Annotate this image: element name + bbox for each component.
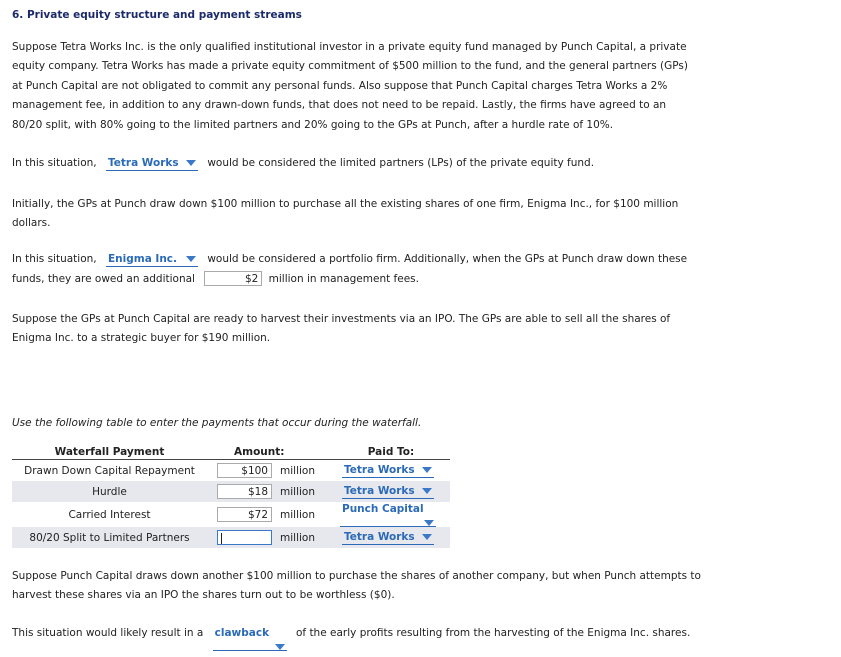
harvest-line: Suppose the GPs at Punch Capital are ready to harvest their investments via an IPO. The GPs are able to sell all the shares of [12,313,671,325]
portfolio-question [12,252,687,267]
amount-unit: million [272,527,332,548]
intro-line: management fee, in addition to any drawn-down funds, that does not need to be repaid. Lastly, the firms have agreed to an [12,99,667,112]
payment-label: Carried Interest [68,508,151,521]
intro-paragraph [12,38,772,135]
amount-input[interactable]: $72 [217,507,272,522]
table-row [12,460,450,482]
paid-to-value: Tetra Works [344,464,415,476]
second-deal-paragraph [12,567,772,606]
lp-question-suffix: would be considered the limited partners (LPs) of the private equity fund. [207,157,595,169]
drawdown-line: dollars. [12,217,51,230]
clawback-dropdown[interactable] [213,626,287,651]
table-header-row [12,444,450,460]
paid-to-dropdown[interactable] [342,463,434,478]
intro-line: Suppose Tetra Works Inc. is the only qualified institutional investor in a private equity fund managed by Punch Capital, a private [12,41,687,53]
fee-question-suffix: million in management fees. [268,273,419,285]
paid-to-value: Punch Capital [342,503,424,515]
payment-column-header: Waterfall Payment [54,445,165,458]
payment-label: Hurdle [12,481,207,502]
clawback-dropdown-value: clawback [214,627,270,639]
amount-input[interactable]: $100 [217,463,272,478]
amount-input[interactable] [217,530,272,545]
clawback-question-suffix: of the early profits resulting from the harvesting of the Enigma Inc. shares. [295,627,691,639]
paid-to-dropdown[interactable] [340,502,436,527]
intro-line: equity company. Tetra Works has made a private equity commitment of $500 million to the fund, and the general partners (GPs) [12,60,688,73]
second-deal-line: harvest these shares via an IPO the shares turn out to be worthless ($0). [12,589,395,602]
clawback-question-prefix: This situation would likely result in a [12,627,204,639]
clawback-question [12,626,690,651]
payment-label: 80/20 Split to Limited Partners [12,527,207,548]
amount-unit: million [280,508,315,521]
chevron-down-icon [422,488,432,494]
text-cursor [221,533,222,544]
table-row [12,502,450,527]
table-row [12,527,450,548]
chevron-down-icon [275,644,285,650]
lp-question [12,156,594,171]
waterfall-table-wrap [12,444,450,548]
portfolio-dropdown-value: Enigma Inc. [107,253,178,265]
payment-label: Drawn Down Capital Repayment [24,464,195,477]
amount-unit: million [280,464,315,477]
management-fee-input[interactable]: $2 [204,271,262,286]
chevron-down-icon [186,256,196,262]
harvest-paragraph [12,310,772,349]
lp-question-prefix: In this situation, [12,157,97,169]
chevron-down-icon [424,520,434,526]
amount-column-header: Amount: [234,445,285,458]
amount-input[interactable]: $18 [217,484,272,499]
fee-question [12,271,419,286]
portfolio-dropdown[interactable] [106,252,198,267]
table-instruction: Use the following table to enter the payments that occur during the waterfall. [12,417,422,429]
drawdown-paragraph [12,195,772,234]
fee-question-prefix: funds, they are owed an additional [12,273,195,285]
intro-line: at Punch Capital are not obligated to commit any personal funds. Also suppose that Punch Capital charges Tetra Works a 2% [12,79,668,92]
lp-dropdown[interactable] [106,156,198,171]
waterfall-table [12,444,450,548]
portfolio-question-suffix: would be considered a portfolio firm. Additionally, when the GPs at Punch draw down these [207,253,688,265]
harvest-line: Enigma Inc. to a strategic buyer for $190 million. [12,332,271,345]
paid-to-dropdown[interactable] [342,530,434,545]
second-deal-line: Suppose Punch Capital draws down another $100 million to purchase the shares of another company, but when Punch attempts to [12,570,701,582]
chevron-down-icon [422,467,432,473]
portfolio-question-prefix: In this situation, [12,253,97,265]
amount-unit: million [272,481,332,502]
paid-to-column-header: Paid To: [367,445,415,458]
paid-to-dropdown[interactable] [342,484,434,499]
intro-line: 80/20 split, with 80% going to the limited partners and 20% going to the GPs at Punch, after a hurdle rate of 10%. [12,118,614,131]
lp-dropdown-value: Tetra Works [107,157,179,169]
paid-to-value: Tetra Works [344,531,415,543]
table-row [12,481,450,502]
chevron-down-icon [186,160,196,166]
question-title: 6. Private equity structure and payment streams [12,9,302,21]
drawdown-line: Initially, the GPs at Punch draw down $100 million to purchase all the existing shares of one firm, Enigma Inc., for $100 million [12,198,679,210]
chevron-down-icon [422,534,432,540]
paid-to-value: Tetra Works [344,485,415,497]
